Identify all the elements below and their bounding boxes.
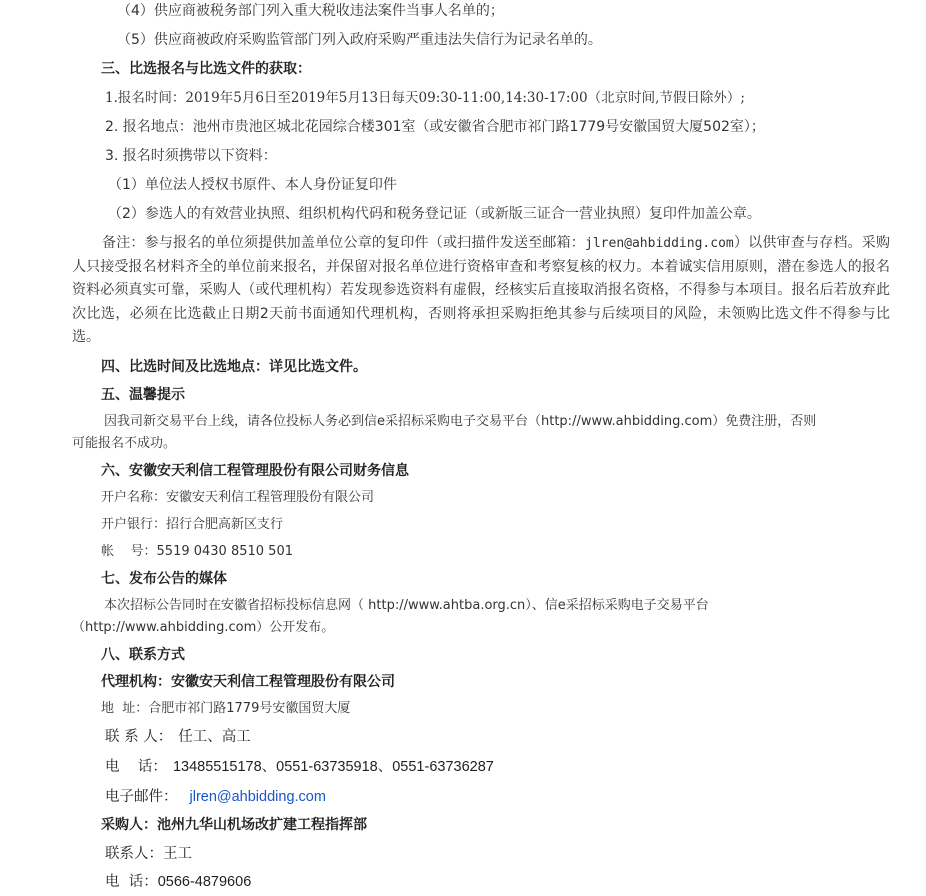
- tip-text: 因我司新交易平台上线，请各位投标人务必到信e采招标采购电子交易平台（http://www.ahbidding.com）免费注册，否则: [104, 414, 817, 429]
- section-heading: 三、比选报名与比选文件的获取：: [101, 61, 311, 77]
- bank-name: 开户银行：招行合肥高新区支行: [101, 517, 284, 532]
- contact-value: 任工、高工: [178, 729, 251, 745]
- contact-email: [105, 788, 326, 806]
- account-label: 帐 号：: [101, 544, 157, 559]
- account-value: 5519 0430 8510 501: [156, 544, 293, 559]
- media-text: （http://www.ahbidding.com）公开发布。: [72, 620, 335, 635]
- registration-note: [72, 232, 890, 350]
- registration-materials: 3. 报名时须携带以下资料：: [105, 148, 277, 164]
- contact-phone: [105, 758, 494, 776]
- email-label: 电子邮件：: [105, 789, 178, 805]
- agency-address: 地 址：合肥市祁门路1779号安徽国贸大厦: [101, 701, 351, 716]
- tip-text: 可能报名不成功。: [72, 436, 177, 451]
- purchaser-phone: [105, 873, 251, 891]
- purchaser-contact: 联系人：王工: [105, 846, 192, 862]
- section-heading: 七、发布公告的媒体: [101, 571, 227, 587]
- list-item: （2）参选人的有效营业执照、组织机构代码和税务登记证（或新版三证合一营业执照）复印件加盖公章。: [108, 206, 761, 222]
- note-prefix: 备注：参与报名的单位须提供加盖单位公章的复印件（或扫描件发送至邮箱：: [102, 235, 586, 251]
- email-link[interactable]: jlren@ahbidding.com: [189, 789, 326, 805]
- purchaser-phone-label: 电 话：: [105, 874, 158, 890]
- contact-label: 联 系 人：: [105, 729, 173, 745]
- note-rest: ）以供审查与存档。采购人只接受报名材料齐全的单位前来报名，并保留对报名单位进行资格审查和考察复核的权力。本着诚实信用原则，潜在参选人的报名资料必须真实可靠，采购人（或代理机构）若发现参选资料有虚假，经核实后直接取消报名资格，不得参与本项目。报名后若放弃此次比选，必须在比选截止日期2天前书面通知代理机构，否则将承担采购拒绝其参与后续项目的风险，未领购比选文件不得参与比选。: [72, 235, 891, 345]
- registration-place: 2. 报名地点：池州市贵池区城北花园综合楼301室（或安徽省合肥市祁门路1779号安徽国贸大厦502室）；: [105, 119, 765, 135]
- account-number: [101, 543, 293, 561]
- section-heading: 四、比选时间及比选地点：详见比选文件。: [101, 359, 367, 375]
- list-item: （5）供应商被政府采购监管部门列入政府采购严重违法失信行为记录名单的。: [117, 32, 602, 48]
- section-heading: 五、温馨提示: [101, 387, 185, 403]
- purchaser-name: 采购人：池州九华山机场改扩建工程指挥部: [101, 817, 367, 833]
- agency-name: 代理机构：安徽安天利信工程管理股份有限公司: [101, 674, 395, 690]
- media-text: 本次招标公告同时在安徽省招标投标信息网（ http://www.ahtba.org.cn）、信e采招标采购电子交易平台: [104, 598, 709, 613]
- section-heading: 八、联系方式: [101, 647, 185, 663]
- list-item: （1）单位法人授权书原件、本人身份证复印件: [108, 177, 397, 193]
- account-name: 开户名称：安徽安天利信工程管理股份有限公司: [101, 490, 375, 505]
- section-heading: 六、安徽安天利信工程管理股份有限公司财务信息: [101, 463, 409, 479]
- phone-label: 电 话：: [105, 759, 167, 775]
- purchaser-phone-value: 0566-4879606: [157, 874, 252, 890]
- phone-value: 13485515178、0551-63735918、0551-63736287: [172, 759, 494, 775]
- note-email: jlren@ahbidding.com: [585, 236, 734, 251]
- contact-person: [105, 728, 251, 746]
- registration-time: 1.报名时间：2019年5月6日至2019年5月13日每天09:30-11:00,14:30-17:00（北京时间,节假日除外）;: [105, 90, 745, 106]
- list-item: （4）供应商被税务部门列入重大税收违法案件当事人名单的；: [117, 3, 504, 19]
